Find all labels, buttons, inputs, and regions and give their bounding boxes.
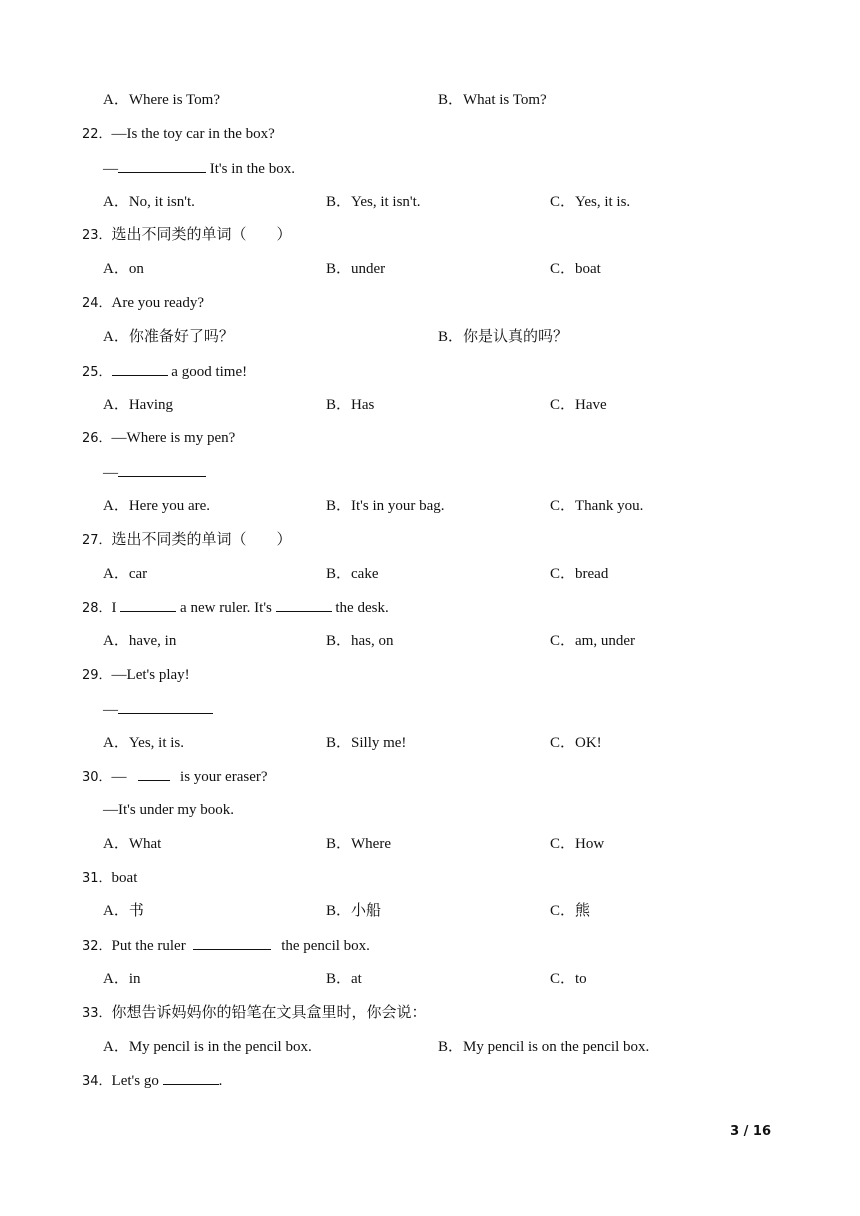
option-text: have, in [128, 633, 177, 649]
question-28 [82, 597, 389, 619]
option-letter: B． [326, 397, 352, 413]
question-stem: boat [111, 870, 138, 886]
option-text: What [128, 836, 162, 852]
option-text: has, on [351, 633, 394, 649]
option-letter: C． [550, 903, 576, 919]
question-number: 32． [82, 939, 112, 954]
option-text: on [128, 261, 144, 277]
option-a [103, 631, 176, 651]
option-b [438, 327, 568, 347]
question-stem: 选出不同类的单词（ ） [111, 532, 292, 548]
option-letter: C． [550, 498, 576, 514]
option-text: My pencil is in the pencil box. [128, 1039, 312, 1055]
option-text: cake [351, 566, 379, 582]
option-a [103, 901, 144, 921]
answer-text: —It's under my book. [103, 802, 235, 818]
option-letter: B． [326, 735, 352, 751]
option-a [103, 733, 184, 753]
option-letter: B． [438, 92, 464, 108]
option-a [103, 496, 210, 516]
option-b [326, 969, 362, 989]
option-letter: C． [550, 397, 576, 413]
question-number: 24． [82, 296, 112, 311]
answer-line [103, 800, 234, 820]
question-number: 34． [82, 1074, 112, 1089]
answer-line [103, 158, 295, 179]
option-c [550, 733, 602, 753]
option-text: Here you are. [128, 498, 211, 514]
option-b [326, 631, 394, 651]
dash: — [103, 465, 118, 481]
option-letter: A． [103, 397, 129, 413]
option-text: Yes, it isn't. [351, 194, 421, 210]
question-22 [82, 124, 275, 145]
dash: — [103, 161, 118, 177]
option-text: Has [351, 397, 375, 413]
answer-line [103, 699, 213, 720]
question-number: 28． [82, 601, 112, 616]
question-stem: —Is the toy car in the box? [111, 126, 275, 142]
option-letter: A． [103, 971, 129, 987]
question-stem: . [218, 1073, 223, 1089]
option-text: It's in your bag. [351, 498, 445, 514]
question-29 [82, 665, 190, 686]
option-text: Where is Tom? [128, 92, 220, 108]
option-letter: C． [550, 735, 576, 751]
option-letter: A． [103, 92, 129, 108]
option-text: 你准备好了吗？ [128, 329, 234, 345]
option-letter: A． [103, 836, 129, 852]
question-stem: — [111, 769, 131, 785]
option-a [103, 395, 173, 415]
option-c [550, 395, 607, 415]
option-a [103, 259, 144, 279]
option-letter: A． [103, 329, 129, 345]
option-text: under [351, 261, 386, 277]
question-stem: is your eraser? [176, 769, 268, 785]
option-letter: C． [550, 261, 576, 277]
option-letter: A． [103, 903, 129, 919]
question-number: 30． [82, 770, 112, 785]
question-stem: —Where is my pen? [111, 430, 236, 446]
option-text: car [128, 566, 148, 582]
option-letter: A． [103, 633, 129, 649]
question-stem: —Let's play! [111, 667, 190, 683]
option-letter: C． [550, 971, 576, 987]
question-number: 22． [82, 127, 112, 142]
option-text: What is Tom? [463, 92, 547, 108]
answer-blank[interactable] [118, 699, 213, 714]
option-text: No, it isn't. [128, 194, 195, 210]
question-number: 25． [82, 365, 112, 380]
option-text: Yes, it is. [128, 735, 185, 751]
option-text: Silly me! [351, 735, 407, 751]
option-letter: B． [326, 261, 352, 277]
option-text: bread [575, 566, 609, 582]
option-text: Thank you. [575, 498, 644, 514]
option-letter: B． [326, 633, 352, 649]
answer-blank[interactable] [276, 597, 332, 612]
question-32 [82, 935, 370, 957]
option-letter: B． [438, 1039, 464, 1055]
option-text: 书 [128, 903, 144, 919]
option-letter: C． [550, 633, 576, 649]
question-23 [82, 225, 292, 246]
option-text: am, under [575, 633, 635, 649]
option-text: to [575, 971, 587, 987]
page-number: 3 / 16 [730, 1124, 771, 1139]
option-b [326, 733, 406, 753]
option-text: My pencil is on the pencil box. [463, 1039, 650, 1055]
option-a [103, 834, 161, 854]
question-number: 29． [82, 668, 112, 683]
option-text: at [351, 971, 362, 987]
option-a [103, 969, 141, 989]
option-b [326, 496, 445, 516]
option-a [103, 1037, 312, 1057]
option-b [326, 395, 374, 415]
answer-blank[interactable] [193, 935, 271, 950]
question-number: 27． [82, 533, 112, 548]
option-c [550, 192, 630, 212]
option-b [326, 564, 379, 584]
option-c [550, 901, 590, 921]
answer-suffix: It's in the box. [206, 161, 295, 177]
option-text: boat [575, 261, 601, 277]
question-stem: the desk. [331, 600, 389, 616]
option-letter: C． [550, 566, 576, 582]
question-30 [82, 766, 268, 788]
question-stem: the pencil box. [277, 938, 370, 954]
option-c [550, 969, 587, 989]
question-stem: Let's go [111, 1073, 163, 1089]
option-b [326, 259, 385, 279]
option-b [438, 90, 547, 110]
option-a [103, 564, 147, 584]
answer-blank[interactable] [118, 158, 206, 173]
option-letter: B． [326, 971, 352, 987]
question-24 [82, 293, 204, 314]
answer-blank[interactable] [138, 766, 170, 781]
option-letter: A． [103, 1039, 129, 1055]
option-text: OK! [575, 735, 602, 751]
option-b [326, 901, 381, 921]
question-stem: a good time! [167, 364, 248, 380]
option-text: Where [351, 836, 391, 852]
option-letter: C． [550, 194, 576, 210]
option-letter: A． [103, 735, 129, 751]
question-31 [82, 868, 137, 889]
question-number: 26． [82, 431, 112, 446]
question-34 [82, 1070, 222, 1092]
option-text: Yes, it is. [575, 194, 631, 210]
option-c [550, 259, 601, 279]
option-c [550, 834, 604, 854]
question-number: 23． [82, 228, 112, 243]
question-stem: a new ruler. It's [176, 600, 276, 616]
question-stem: Are you ready? [111, 295, 205, 311]
option-letter: C． [550, 836, 576, 852]
question-stem: 你想告诉妈妈你的铅笔在文具盒里时，你会说： [111, 1005, 427, 1021]
option-letter: A． [103, 498, 129, 514]
question-stem: Put the ruler [111, 938, 190, 954]
answer-blank[interactable] [118, 462, 206, 477]
option-letter: B． [326, 498, 352, 514]
option-text: in [128, 971, 141, 987]
option-letter: B． [326, 903, 352, 919]
question-26 [82, 428, 235, 449]
option-letter: B． [326, 194, 352, 210]
option-letter: B． [326, 566, 352, 582]
option-text: 小船 [351, 903, 382, 919]
question-number: 33． [82, 1006, 112, 1021]
option-a [103, 90, 220, 110]
option-a [103, 327, 234, 347]
option-c [550, 564, 608, 584]
dash: — [103, 702, 118, 718]
question-stem: 选出不同类的单词（ ） [111, 227, 292, 243]
answer-blank[interactable] [120, 597, 176, 612]
option-text: 熊 [575, 903, 591, 919]
option-letter: A． [103, 194, 129, 210]
option-letter: B． [438, 329, 464, 345]
question-number: 31． [82, 871, 112, 886]
option-c [550, 631, 635, 651]
question-25 [82, 361, 247, 383]
question-33 [82, 1003, 427, 1024]
option-a [103, 192, 195, 212]
option-letter: A． [103, 261, 129, 277]
option-b [326, 834, 391, 854]
question-stem: I [111, 600, 121, 616]
option-b [326, 192, 421, 212]
option-letter: A． [103, 566, 129, 582]
question-27 [82, 530, 292, 551]
option-text: How [575, 836, 605, 852]
option-text: 你是认真的吗？ [463, 329, 569, 345]
option-letter: B． [326, 836, 352, 852]
answer-blank[interactable] [163, 1070, 219, 1085]
answer-blank[interactable] [112, 361, 168, 376]
option-b [438, 1037, 649, 1057]
answer-line [103, 462, 206, 483]
option-text: Having [128, 397, 174, 413]
option-c [550, 496, 643, 516]
option-text: Have [575, 397, 607, 413]
